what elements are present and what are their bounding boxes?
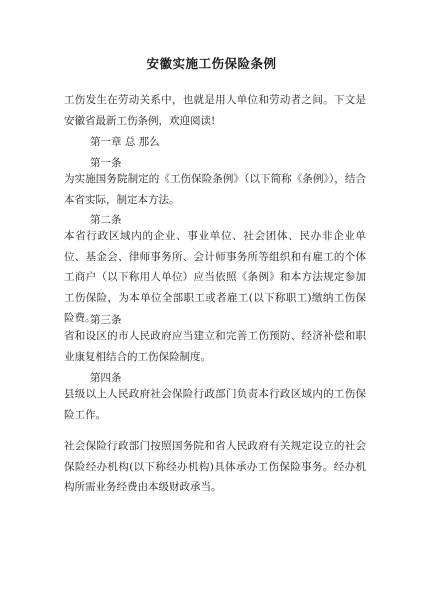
article-1-heading: 第一条 (90, 157, 122, 169)
extra-paragraph: 社会保险行政部门按照国务院和省人民政府有关规定设立的社会保险经办机构(以下称经办机构)具体承办工伤保险事务。经办机构所需业务经费由本级财政承当。 (64, 440, 366, 493)
article-3-heading: 第三条 (90, 314, 122, 326)
article-4-body: 县级以上人民政府社会保险行政部门负责本行政区域内的工伤保险工作。 (64, 388, 366, 421)
article-3-body: 省和设区的市人民政府应当建立和完善工伤预防、经济补偿和职业康复相结合的工伤保险制度。 (64, 330, 366, 363)
article-2-heading: 第二条 (90, 214, 122, 226)
article-4-heading: 第四条 (90, 372, 122, 384)
intro-paragraph: 工伤发生在劳动关系中，也就是用人单位和劳动者之间。下文是安徽省最新工伤条例，欢迎阅读! (64, 94, 366, 127)
document-title: 安徽实施工伤保险条例 (146, 56, 277, 71)
article-2-body: 本省行政区域内的企业、事业单位、社会团体、民办非企业单位、基金会、律师事务所、会计师事务所等组织和有雇工的个体工商户（以下称用人单位）应当依照《条例》和本方法规定参加工伤保险，为本单位全部职工或者雇工(以下称职工)缴纳工伤保险费。 (64, 230, 366, 324)
chapter-heading: 第一章 总 那么 (90, 136, 160, 148)
article-1-body: 为实施国务院制定的《工伤保险条例》（以下简称《条例》），结合本省实际，制定本方法。 (64, 173, 366, 206)
